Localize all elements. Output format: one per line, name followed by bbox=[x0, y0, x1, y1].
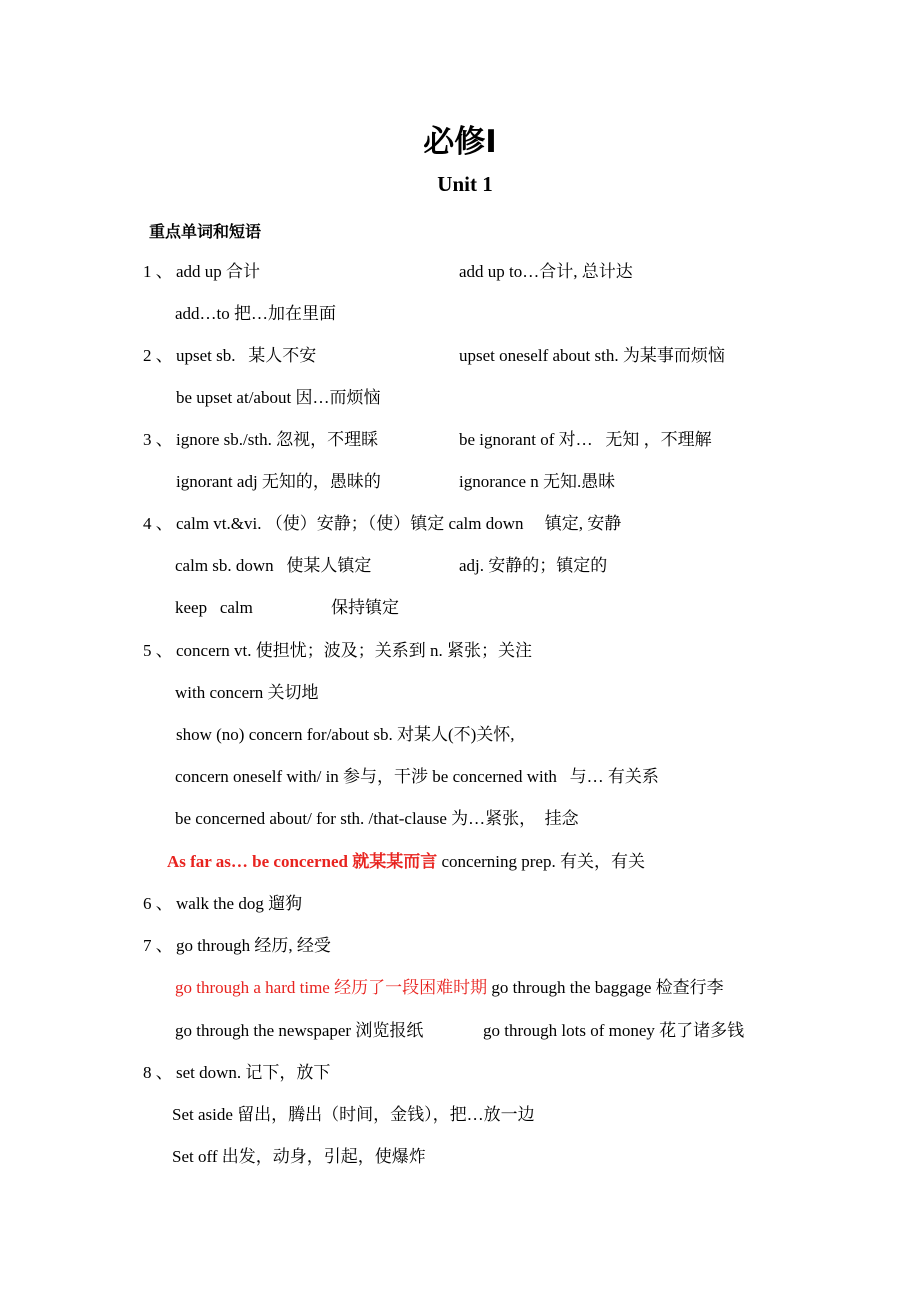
item-8-phrase-3: Set off 出发，动身，引起，使爆炸 bbox=[172, 1147, 426, 1166]
item-4-phrase: calm vt.&vi. （使）安静；（使）镇定 calm down 镇定, 安静 bbox=[176, 514, 622, 533]
item-5-phrase-5: be concerned about/ for sth. /that-clause 为…紧张， 挂念 bbox=[175, 809, 579, 828]
item-6-phrase: walk the dog 遛狗 bbox=[176, 894, 303, 913]
item-5-phrase: concern vt. 使担忧；波及；关系到 n. 紧张；关注 bbox=[176, 641, 533, 660]
item-4-phrase-5: 保持镇定 bbox=[331, 598, 399, 617]
item-7-phrase-2-rest: go through the baggage 检查行李 bbox=[487, 978, 724, 997]
section-heading: 重点单词和短语 bbox=[149, 222, 262, 241]
item-7-phrase-2 bbox=[175, 977, 724, 999]
item-8-phrase-2: Set aside 留出，腾出（时间，金钱），把…放一边 bbox=[172, 1105, 535, 1124]
item-1-phrase-2: add up to…合计, 总计达 bbox=[459, 262, 633, 281]
item-2-phrase: upset sb. 某人不安 bbox=[176, 346, 317, 365]
unit-heading: Unit 1 bbox=[437, 172, 493, 196]
item-3-phrase-3: ignorant adj 无知的，愚昧的 bbox=[176, 472, 381, 491]
item-3-phrase: ignore sb./sth. 忽视，不理睬 bbox=[176, 430, 379, 449]
item-3-phrase-2: be ignorant of 对… 无知 ，不理解 bbox=[459, 430, 712, 449]
item-4-phrase-3: adj. 安静的；镇定的 bbox=[459, 556, 608, 575]
item-1-number: 1 、 bbox=[143, 262, 173, 281]
item-5-phrase-2: with concern 关切地 bbox=[175, 683, 319, 702]
item-5-phrase-6 bbox=[167, 851, 645, 873]
item-3-phrase-4: ignorance n 无知.愚昧 bbox=[459, 472, 616, 491]
item-7-phrase-3: go through the newspaper 浏览报纸 bbox=[175, 1021, 424, 1040]
item-4-phrase-2: calm sb. down 使某人镇定 bbox=[175, 556, 372, 575]
item-4-number: 4 、 bbox=[143, 514, 173, 533]
highlight-as-far-as: As far as… be concerned 就某某而言 bbox=[167, 852, 438, 871]
highlight-hard-time: go through a hard time 经历了一段困难时期 bbox=[175, 978, 488, 997]
item-5-phrase-3: show (no) concern for/about sb. 对某人(不)关怀, bbox=[176, 725, 515, 744]
item-4-phrase-4: keep calm bbox=[175, 598, 253, 617]
item-5-phrase-4: concern oneself with/ in 参与，干涉 be concerned with 与… 有关系 bbox=[175, 767, 659, 786]
item-7-phrase: go through 经历, 经受 bbox=[176, 936, 331, 955]
item-1-phrase: add up 合计 bbox=[176, 262, 261, 281]
item-8-number: 8 、 bbox=[143, 1063, 173, 1082]
item-3-number: 3 、 bbox=[143, 430, 173, 449]
item-5-number: 5 、 bbox=[143, 641, 173, 660]
item-7-number: 7 、 bbox=[143, 936, 173, 955]
page-title: 必修Ⅰ bbox=[423, 124, 497, 160]
item-2-phrase-3: be upset at/about 因…而烦恼 bbox=[176, 388, 381, 407]
item-2-number: 2 、 bbox=[143, 346, 173, 365]
item-1-phrase-3: add…to 把…加在里面 bbox=[175, 304, 337, 323]
item-5-phrase-6-rest: concerning prep. 有关，有关 bbox=[437, 852, 645, 871]
item-8-phrase: set down. 记下，放下 bbox=[176, 1063, 331, 1082]
item-6-number: 6 、 bbox=[143, 894, 173, 913]
item-7-phrase-4: go through lots of money 花了诸多钱 bbox=[483, 1021, 745, 1040]
item-2-phrase-2: upset oneself about sth. 为某事而烦恼 bbox=[459, 346, 725, 365]
